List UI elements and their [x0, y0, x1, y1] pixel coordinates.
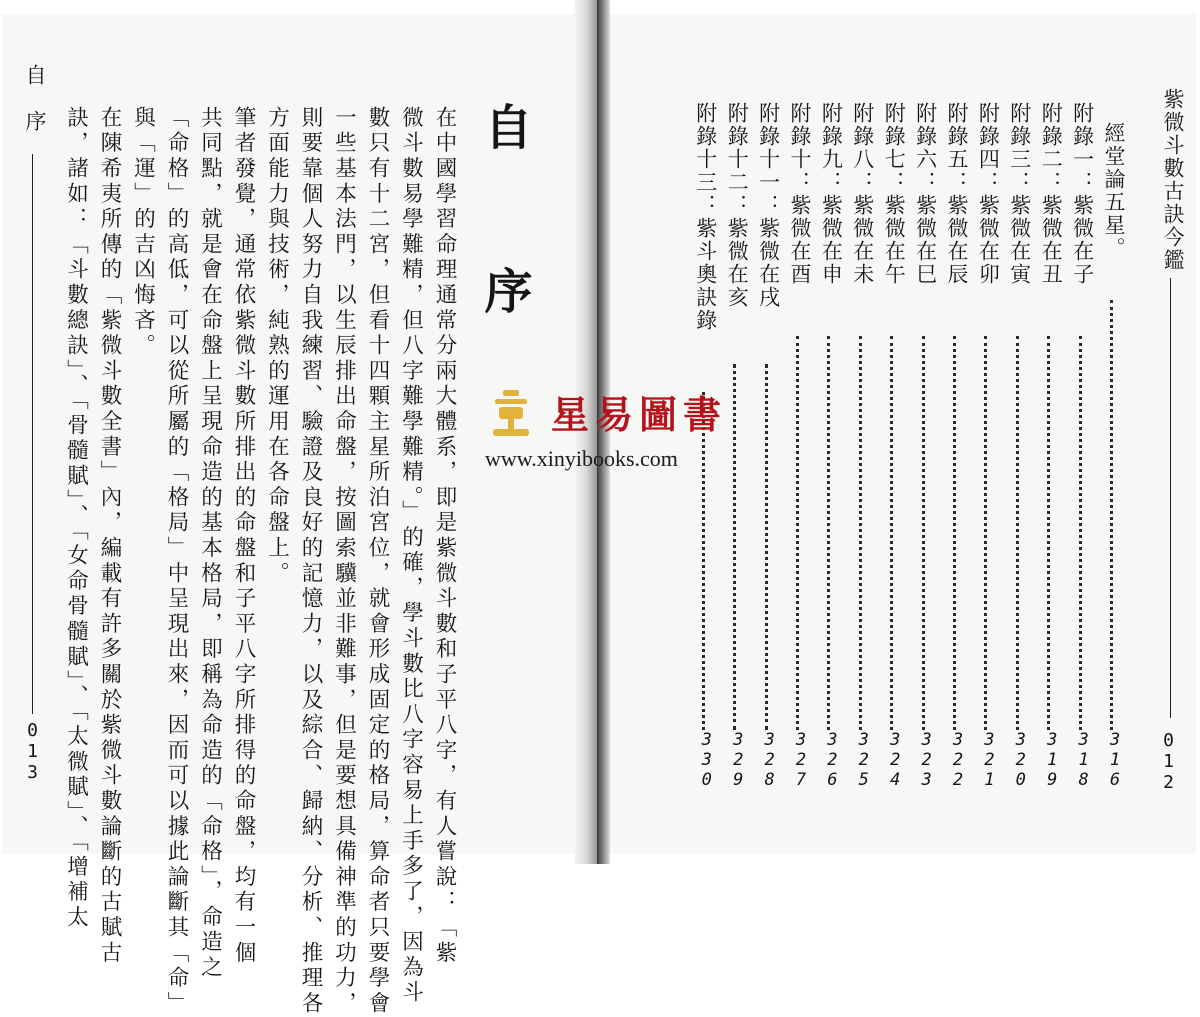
- toc-entry-title: 附錄十：紫微在酉: [788, 102, 812, 286]
- toc-page-number: 326: [822, 730, 843, 790]
- preface-column: 共同點，就是會在命盤上呈現命造的基本格局，即稱為命造的「命格」，命造之: [197, 106, 223, 981]
- toc-entry: [1069, 102, 1101, 790]
- toc-entry: [1006, 102, 1038, 790]
- preface-column: 在中國學習命理通常分兩大體系，即是紫微斗數和子平八字，有人嘗說：「紫: [432, 106, 457, 967]
- toc-leader-dots: [953, 336, 956, 730]
- left-running-title: 自 序: [23, 64, 47, 133]
- toc-leader-dots: [827, 336, 830, 730]
- toc-entry-title: 附錄三：紫微在寅: [1007, 102, 1032, 286]
- toc-page-number: 322: [948, 730, 968, 790]
- toc-page-number: 330: [696, 730, 717, 790]
- toc-leader-dots: [1110, 300, 1113, 730]
- toc-leader-dots: [1047, 336, 1050, 730]
- preface-column: 筆者發覺，通常依紫微斗數所排出的命盤和子平八字所排得的命盤，均有一個: [231, 106, 256, 967]
- toc-entry-title: 附錄六：紫微在巳: [913, 102, 938, 286]
- toc-leader-dots: [984, 336, 987, 730]
- preface-column: 則要靠個人努力自我練習、驗證及良好的記憶力，以及綜合、歸納、分析、推理各: [298, 106, 323, 1017]
- toc-page-number: 324: [885, 730, 906, 790]
- toc-page-number: 327: [791, 730, 811, 790]
- toc-page-number: 328: [759, 730, 780, 790]
- publisher-url: www.xinyibooks.com: [485, 446, 678, 471]
- toc-page-number: 325: [853, 730, 874, 790]
- toc-leader-dots: [1016, 336, 1019, 730]
- toc-entry: [912, 102, 944, 790]
- left-header-rule: [32, 154, 33, 714]
- toc-entry-title: 附錄二：紫微在丑: [1039, 102, 1064, 286]
- toc-entry-title: 附錄五：紫微在辰: [945, 102, 969, 286]
- toc-entry: [849, 102, 881, 790]
- toc-entry-title: 附錄十三：紫斗奧訣錄: [693, 102, 718, 332]
- preface-column: 「命格」的高低，可以從所屬的「格局」中呈現出來，因而可以據此論斷其「命」: [164, 106, 189, 1017]
- toc-entry: [786, 102, 818, 790]
- right-header-rule: [1170, 278, 1171, 718]
- preface-column: 微斗數易學難精，但八字難學難精。」的確，學斗數比八字容易上手多了，因為斗: [398, 106, 424, 1007]
- toc-entry: [817, 102, 849, 790]
- right-page-number: 012: [1158, 730, 1179, 793]
- toc-leader-dots: [765, 364, 768, 730]
- toc-page-number: 319: [1042, 730, 1063, 790]
- toc-leader-dots: [796, 336, 799, 730]
- publisher-watermark: [485, 382, 735, 482]
- toc-leader-dots: [859, 336, 862, 730]
- toc-entry-title: 附錄十二：紫微在亥: [725, 102, 750, 309]
- toc-entry: [1100, 102, 1132, 790]
- publisher-logo-icon: [489, 388, 533, 440]
- toc-entry: [755, 102, 787, 790]
- toc-entry: [1037, 102, 1069, 790]
- toc-page-number: 323: [916, 730, 937, 790]
- toc-entry-title: 附錄四：紫微在卯: [976, 102, 1001, 286]
- preface-column: 數只有十二宮，但看十四顆主星所泊宮位，就會形成固定的格局，算命者只要學會: [365, 106, 390, 1017]
- toc-entry: [974, 102, 1006, 790]
- toc-entry-title: 附錄八：紫微在未: [850, 102, 875, 286]
- toc-entry-title: 附錄九：紫微在申: [819, 102, 844, 286]
- toc-entry: [943, 102, 975, 790]
- preface-column: 與「運」的吉凶悔吝。: [130, 106, 156, 359]
- toc-entry: [880, 102, 912, 790]
- toc-page-number: 320: [1010, 730, 1031, 790]
- preface-column: 方面能力與技術，純熟的運用在各命盤上。: [264, 106, 290, 587]
- preface-title: 自 序: [476, 102, 532, 348]
- toc-leader-dots: [922, 336, 925, 730]
- toc-leader-dots: [1079, 336, 1082, 730]
- toc-entry-title: 附錄七：紫微在午: [882, 102, 907, 286]
- preface-column: 訣，諸如：「斗數總訣」、「骨髓賦」、「女命骨髓賦」、「太微賦」、「增補太: [63, 106, 89, 931]
- toc-leader-dots: [890, 336, 893, 730]
- toc-page-number: 329: [728, 730, 749, 790]
- toc-entry-title: 附錄一：紫微在子: [1070, 102, 1095, 286]
- toc-page-number: 321: [979, 730, 1000, 790]
- toc-page-number: 318: [1073, 730, 1094, 790]
- toc-entry-title: 附錄十一：紫微在戌: [756, 102, 781, 309]
- toc-entry-title: 經堂論五星。: [1102, 122, 1126, 260]
- preface-column: 在陳希夷所傳的「紫微斗數全書」內，編載有許多關於紫微斗數論斷的古賦古: [97, 106, 122, 967]
- toc-page-number: 316: [1105, 730, 1125, 790]
- right-running-title: 紫微斗數古訣今鑑: [1161, 88, 1185, 272]
- publisher-name: 星易圖書: [551, 392, 728, 437]
- preface-column: 一些基本法門，以生辰排出命盤，按圖索驥並非難事，但是要想具備神準的功力，: [331, 106, 357, 1017]
- left-page-number: 013: [22, 720, 43, 783]
